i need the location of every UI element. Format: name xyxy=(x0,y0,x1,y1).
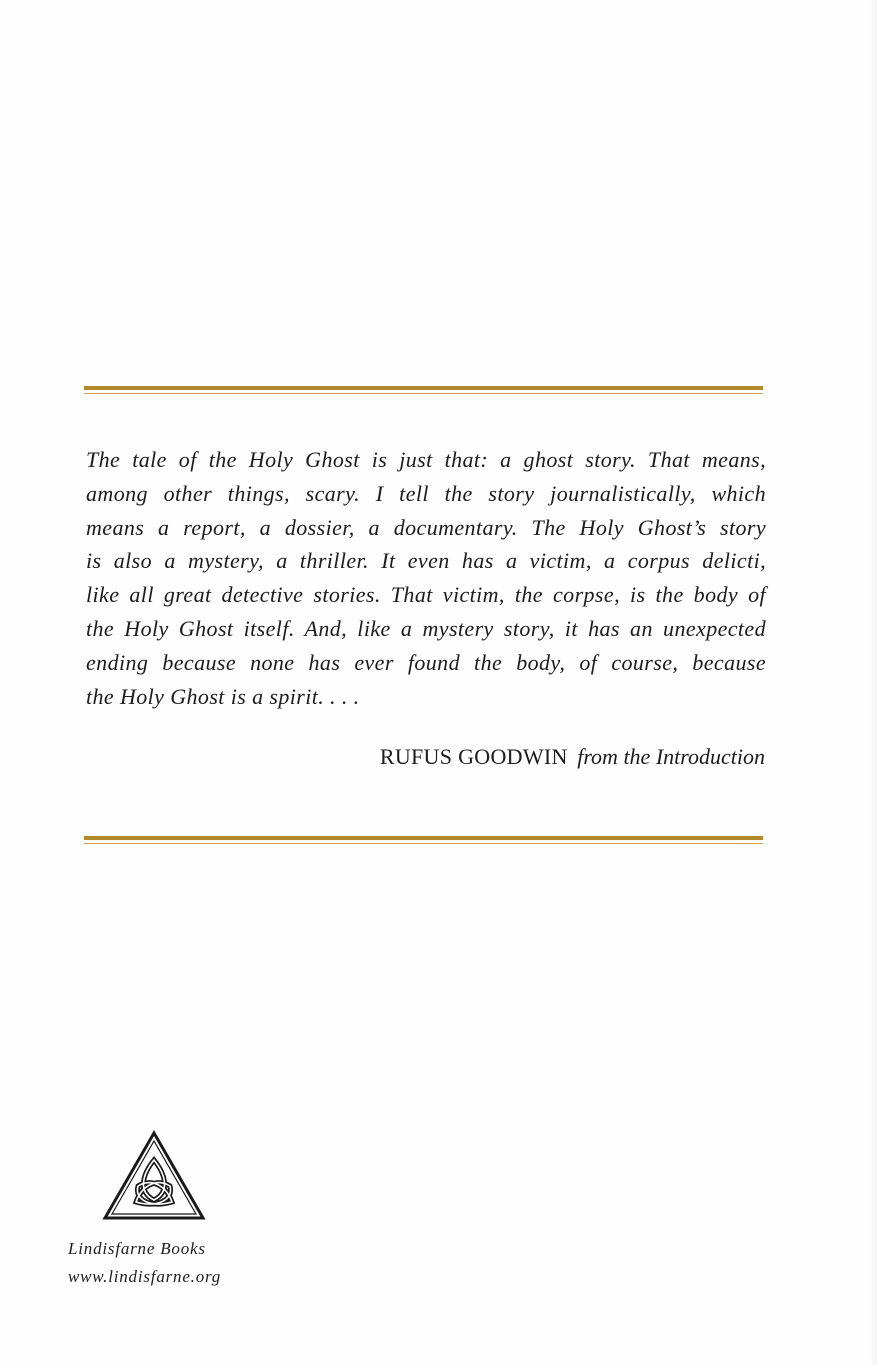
page-edge-shadow xyxy=(871,0,877,1365)
quote-line: ending because none has ever found the body, of course, because xyxy=(86,649,766,675)
triquetra-triangle-icon xyxy=(102,1130,206,1222)
publisher-url: www.lindisfarne.org xyxy=(68,1267,222,1286)
publisher-name: Lindisfarne Books xyxy=(68,1239,206,1258)
quote-line: the Holy Ghost is a spirit. . . . xyxy=(86,683,360,709)
quote-line: The tale of the Holy Ghost is just that: a ghost story. That means, xyxy=(86,447,766,472)
quote-line: is also a mystery, a thriller. It even has a victim, a corpus delicti, xyxy=(86,548,766,574)
quote-line: the Holy Ghost itself. And, like a mystery story, it has an unexpected xyxy=(86,615,766,641)
quote-line: among other things, scary. I tell the story journalistically, which xyxy=(86,480,766,506)
quote-line: means a report, a dossier, a documentary. The Holy Ghost’s story xyxy=(86,514,766,540)
attribution-author: RUFUS GOODWIN xyxy=(379,744,568,769)
blurb-quote xyxy=(86,443,766,713)
attribution-source: from the Introduction xyxy=(577,744,765,769)
publisher-imprint xyxy=(68,1235,258,1291)
quote-line: like all great detective stories. That victim, the corpse, is the body of xyxy=(86,582,766,608)
bottom-gold-rule xyxy=(84,836,763,846)
quote-attribution xyxy=(380,742,765,772)
top-gold-rule xyxy=(84,386,763,396)
